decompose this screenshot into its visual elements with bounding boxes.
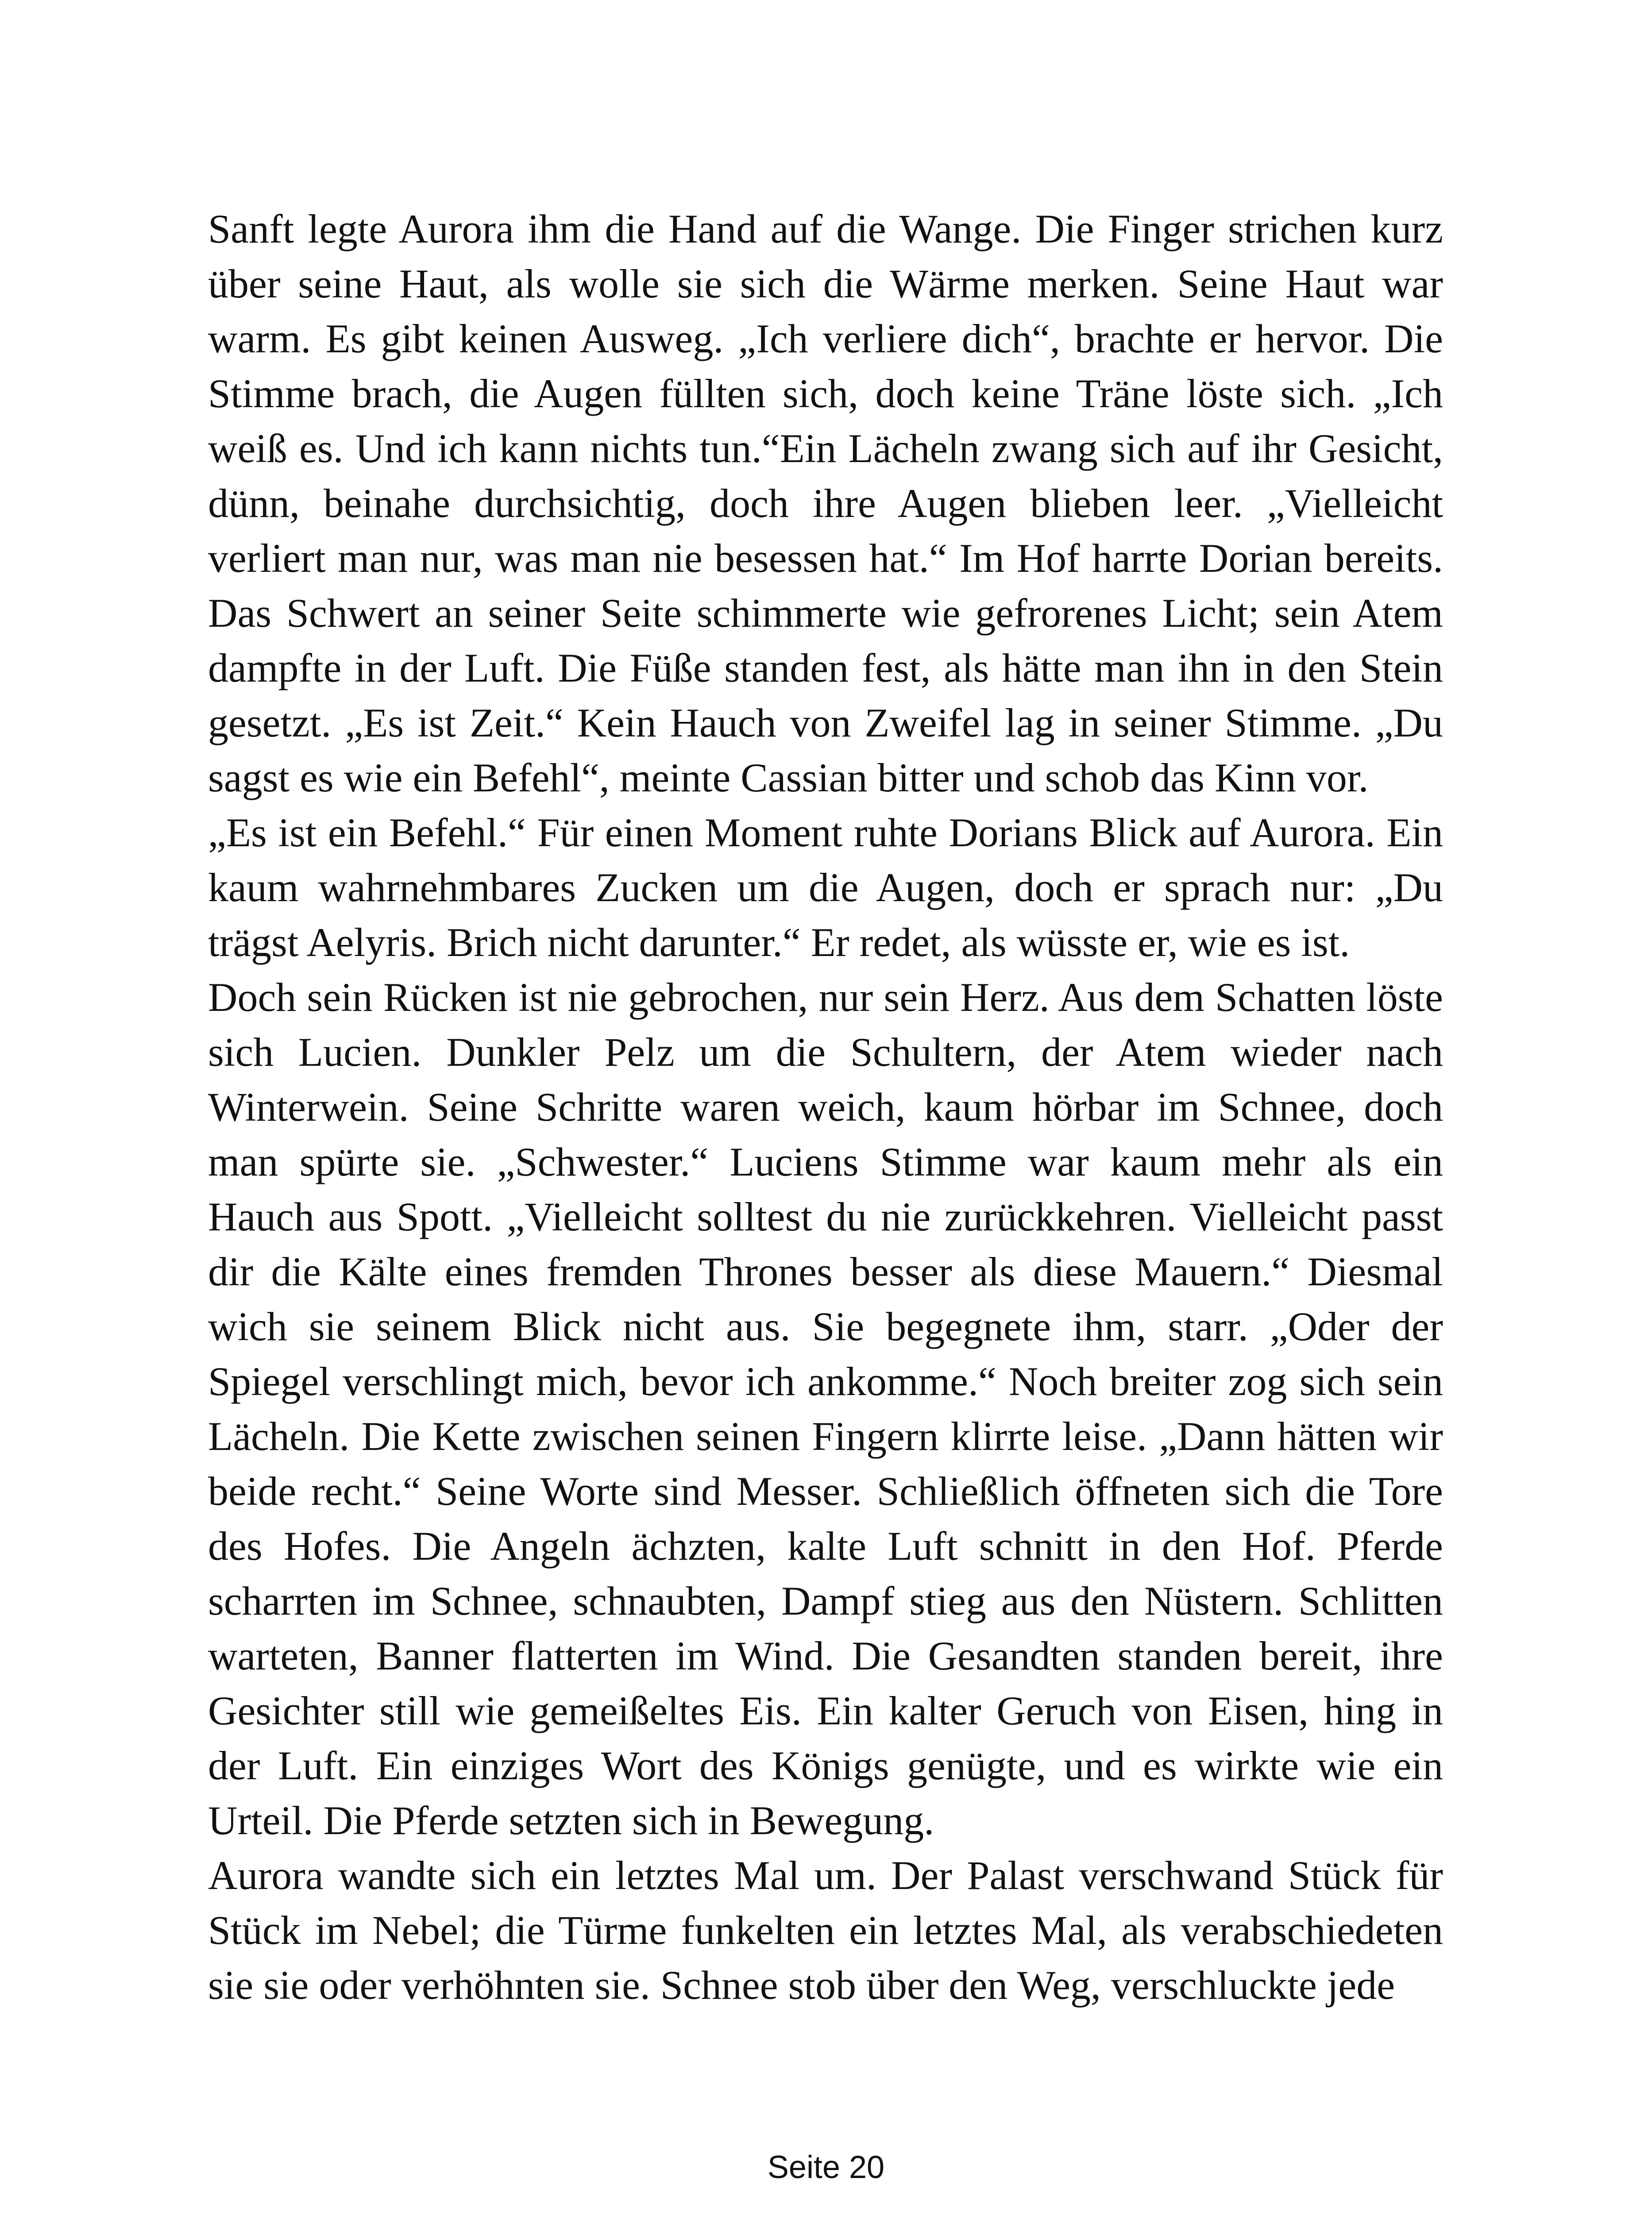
paragraph: Doch sein Rücken ist nie gebrochen, nur sein Herz. Aus dem Schatten löste sich Lucien. Dunkler Pelz um die Schultern, der Atem wieder nach Winterwein. Seine Schritte waren weich, kaum hörbar im Schnee, doch man spürte sie. „Schwester.“ Luciens Stimme war kaum mehr als ein Hauch aus Spott. „Vielleicht solltest du nie zurückkehren. Vielleicht passt dir die Kälte eines fremden Thrones besser als diese Mauern.“ Diesmal wich sie seinem Blick nicht aus. Sie begegnete ihm, starr. „Oder der Spiegel verschlingt mich, bevor ich ankomme.“ Noch breiter zog sich sein Lächeln. Die Kette zwischen seinen Fingern klirrte leise. „Dann hätten wir beide recht.“ Seine Worte sind Messer. Schließlich öffneten sich die Tore des Hofes. Die Angeln ächzten, kalte Luft schnitt in den Hof. Pferde scharrten im Schnee, schnaubten, Dampf stieg aus den Nüstern. Schlitten warteten, Banner flatterten im Wind. Die Gesandten standen bereit, ihre Gesichter still wie gemeißeltes Eis. Ein kalter Geruch von Eisen, hing in der Luft. Ein einziges Wort des Königs genügte, und es wirkte wie ein Urteil. Die Pferde setzten sich in Bewegung.	[208, 975, 1443, 1843]
body-text	[208, 201, 1443, 2013]
paragraph: Aurora wandte sich ein letztes Mal um. Der Palast verschwand Stück für Stück im Nebel; die Türme funkelten ein letztes Mal, als verabschiedeten sie sie oder verhöhnten sie. Schnee stob über den Weg, verschluckte jede	[208, 1853, 1443, 2008]
paragraph: „Es ist ein Befehl.“ Für einen Moment ruhte Dorians Blick auf Aurora. Ein kaum wahrnehmbares Zucken um die Augen, doch er sprach nur: „Du trägst Aelyris. Brich nicht darunter.“ Er redet, als wüsste er, wie es ist.	[208, 810, 1443, 965]
paragraph: Sanft legte Aurora ihm die Hand auf die Wange. Die Finger strichen kurz über seine Haut, als wolle sie sich die Wärme merken. Seine Haut war warm. Es gibt keinen Ausweg. „Ich verliere dich“, brachte er hervor. Die Stimme brach, die Augen füllten sich, doch keine Träne löste sich. „Ich weiß es. Und ich kann nichts tun.“Ein Lächeln zwang sich auf ihr Gesicht, dünn, beinahe durchsichtig, doch ihre Augen blieben leer. „Vielleicht verliert man nur, was man nie besessen hat.“ Im Hof harrte Dorian bereits. Das Schwert an seiner Seite schimmerte wie gefrorenes Licht; sein Atem dampfte in der Luft. Die Füße standen fest, als hätte man ihn in den Stein gesetzt. „Es ist Zeit.“ Kein Hauch von Zweifel lag in seiner Stimme. „Du sagst es wie ein Befehl“, meinte Cassian bitter und schob das Kinn vor.	[208, 206, 1443, 800]
page-number: Seite 20	[767, 2150, 885, 2185]
